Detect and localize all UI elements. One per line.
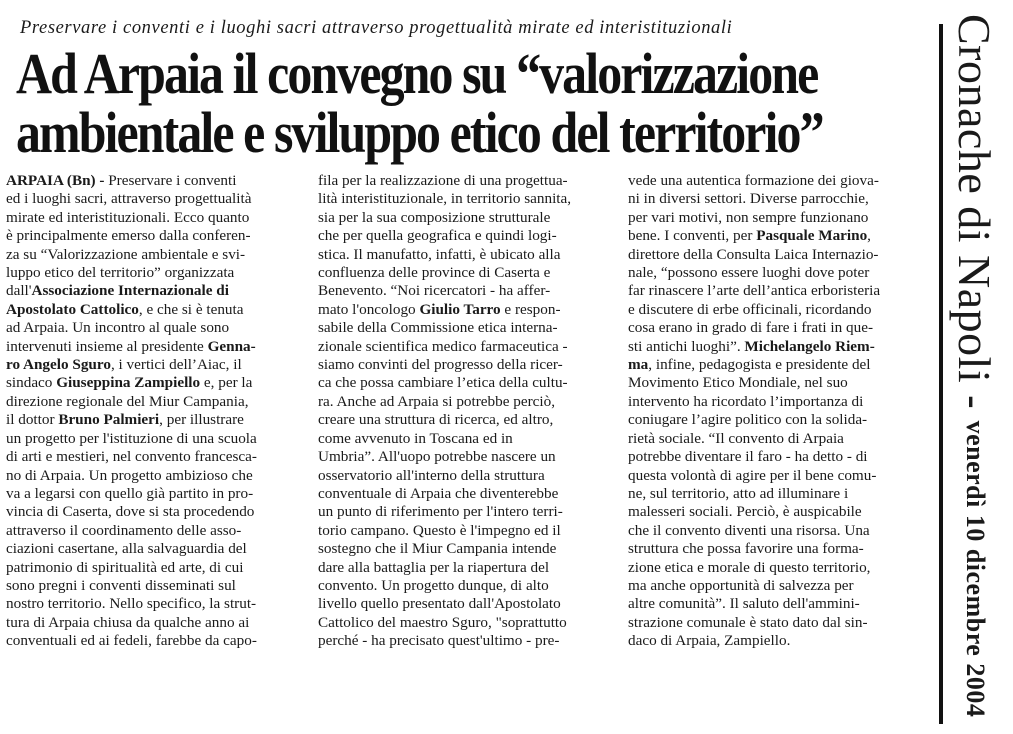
bold-name-run: ARPAIA (Bn) - — [6, 172, 109, 189]
bold-name-run: Michelangelo Riem- ma — [628, 337, 875, 374]
text-run: Preservare i conventi ed i luoghi sacri, attraverso progettualità mirate ed interistituzionali. Ecco quanto è principalmente emerso dalla conferen- za su “Valorizzazione ambientale e svi- luppo etico del territorio” organizzata dall' — [6, 172, 252, 300]
bold-name-run: Giuseppina Zampiello — [56, 374, 201, 392]
text-run: , i vertici dell’Aiac, il sindaco — [6, 356, 242, 392]
bold-name-run: Associazione Internazionale di Apostolato Cattolico — [6, 282, 229, 318]
bold-name-run: Giulio Tarro — [419, 300, 501, 318]
headline — [16, 41, 823, 165]
bold-name-run: Bruno Palmieri — [58, 411, 160, 429]
bold-name-run: Pasquale Marino — [756, 227, 868, 245]
article-column-3 — [628, 172, 922, 651]
article-column-2 — [318, 172, 611, 651]
text-run: , infine, pedagogista e presidente del Movimento Etico Mondiale, nel suo intervento ha ricordato l’importanza di coniugare l’agire politico con la solida- rietà sociale. “Il convento di Arpaia potrebbe diventare il faro - ha detto - di questa volontà di agire per il bene comu- ne, sul territorio, atto ad illuminare i malesseri sociali. Perciò, è auspicabile che il convento diventi una risorsa. Una struttura che possa favorire una forma- zione etica e morale di questo territorio, ma anche opportunità di salvezza per altre comunità”. Il saluto dell'ammini- strazione comunale è stato dato dal sin- daco di Arpaia, Zampiello. — [628, 356, 877, 650]
article-column-1 — [6, 172, 299, 651]
text-run: fila per la realizzazione di una progettua- lità interistituzionale, in territorio sannita, sia per la sua composizione strutturale che per quella geografica e quindi logi- stica. Il manufatto, infatti, è ubicato alla confluenza delle province di Caserta e Benevento. “Noi ricercatori - ha affer- mato l'oncologo — [318, 172, 572, 318]
text-run: e respon- sabile della Commissione etica interna- zionale scientifica medico farmaceutica - siamo convinti del progresso della ricer- ca che possa cambiare l’etica della cultu- ra. Anche ad Arpaia si potrebbe perciò, creare una struttura di ricerca, ed altro, come avvenuto in Toscana ed in Umbria”. All'uopo potrebbe nascere un osservatorio all'interno della struttura conventuale di Arpaia che diventerebbe un punto di riferimento per l'intero terri- torio campano. Questo è l'impegno ed il sostegno che il Miur Campania intende dare alla battaglia per la riapertura del convento. Un progetto dunque, di alto livello quello presentato dall'Apostolato Cattolico del maestro Sguro, "soprattutto perché - ha precisato quest'ultimo - pre- — [318, 300, 568, 650]
publication-date: venerdì 10 dicembre 2004 — [961, 420, 990, 718]
kicker-subheadline: Preservare i conventi e i luoghi sacri attraverso progettualità mirate ed interistituzionali — [20, 18, 733, 38]
headline-line-2: ambientale e sviluppo etico del territorio” — [16, 100, 823, 165]
vertical-divider-rule — [939, 24, 943, 724]
newspaper-name: Cronache di Napoli — [949, 14, 1001, 384]
bold-name-run: Genna- ro Angelo Sguro — [6, 337, 256, 374]
text-run: , per illustrare un progetto per l'istituzione di una scuola di arti e mestieri, nel convento francesca- no di Arpaia. Un progetto ambizioso che va a legarsi con quello già partito in pro- vincia di Caserta, dove si sta procedendo attraverso il coordinamento delle asso- ciazioni casertane, alla salvaguardia del patrimonio di spiritualità ed arte, di cui sono pregni i conventi disseminati sul nostro territorio. Nello specifico, la strut- tura di Arpaia chiusa da qualche anno ai conventuali ed ai fedeli, farebbe da capo- — [6, 411, 257, 650]
masthead-sidebar — [947, 14, 1003, 726]
text-run: , e che si è tenuta ad Arpaia. Un incontro al quale sono intervenuti insieme al presidente — [6, 300, 244, 355]
text-run: vede una autentica formazione dei giova- ni in diversi settori. Diverse parrocchie, per vari motivi, non sempre funzionano bene. I conventi, per — [628, 172, 879, 245]
masthead-separator: - — [952, 395, 998, 409]
text-run: e, per la direzione regionale del Miur Campania, il dottor — [6, 374, 253, 429]
headline-line-1: Ad Arpaia il convegno su “valorizzazione — [16, 41, 818, 106]
text-run: , direttore della Consulta Laica Internazio- nale, “possono essere luoghi dove poter far rinascere l’arte dell’antica erboristeria e discutere di erbe officinali, ricordando cosa erano in grado di fare i frati in que- sti antichi luoghi”. — [628, 227, 881, 355]
